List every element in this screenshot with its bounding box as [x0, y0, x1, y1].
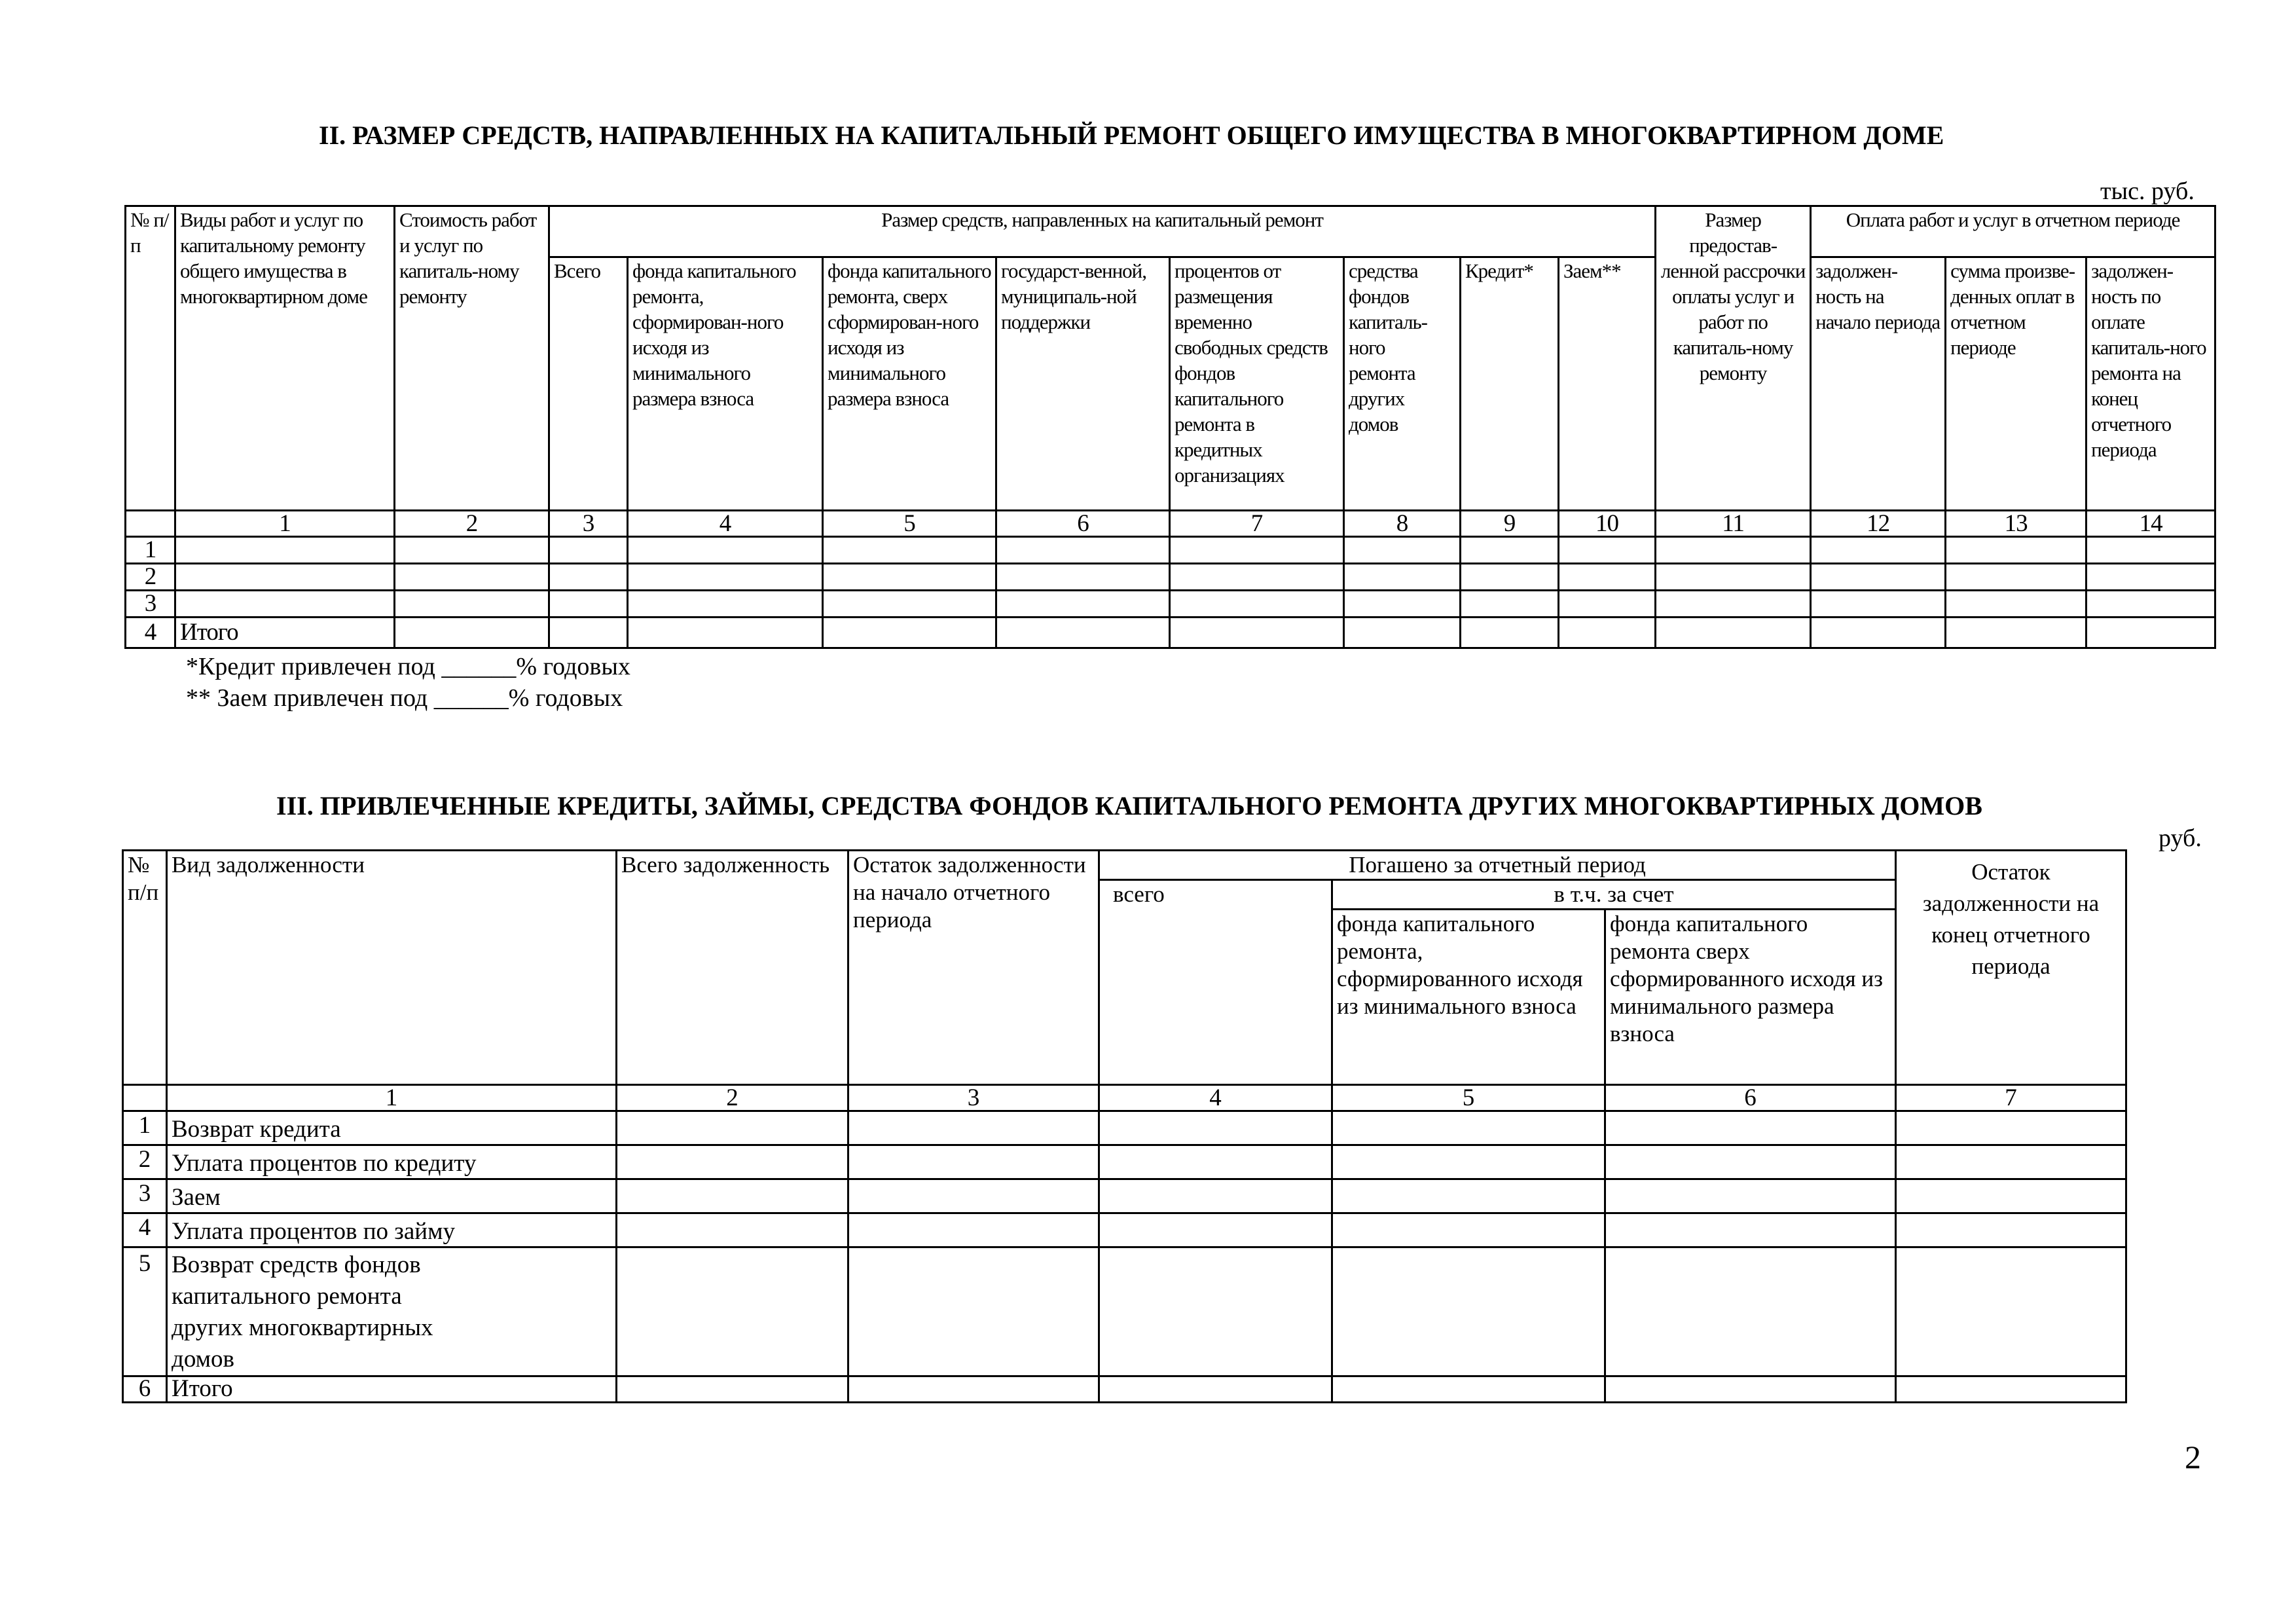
table-row — [123, 1145, 2126, 1179]
col-number: 5 — [1332, 1085, 1605, 1111]
header-fund-min: фонда капитального ремонта, сформирован-ного исходя из минимального размера взноса — [628, 257, 823, 511]
table-row — [126, 537, 2215, 564]
col-number: 11 — [1656, 511, 1811, 537]
attracted-loans-table — [122, 849, 2127, 1403]
col-number: 12 — [1811, 511, 1946, 537]
row-number: 2 — [126, 564, 175, 591]
header-loan: Заем** — [1559, 257, 1656, 511]
col-number: 6 — [996, 511, 1170, 537]
header-balance-end: Остаток задолженности на конец отчетного периода — [1896, 851, 2126, 1085]
header-state-support: государст-венной, муниципаль-ной поддержки — [996, 257, 1170, 511]
table-row — [123, 1179, 2126, 1213]
header-fund-min: фонда капитального ремонта, сформированного исходя из минимального взноса — [1332, 910, 1605, 1085]
section2-units: тыс. руб. — [2100, 177, 2195, 205]
header-balance-start: Остаток задолженности на начало отчетного периода — [848, 851, 1099, 1085]
col-number-blank — [123, 1085, 167, 1111]
section3-title: III. ПРИВЛЕЧЕННЫЕ КРЕДИТЫ, ЗАЙМЫ, СРЕДСТВА ФОНДОВ КАПИТАЛЬНОГО РЕМОНТА ДРУГИХ МНОГОКВАРТИРНЫХ ДОМОВ — [276, 791, 1982, 821]
col-number: 4 — [628, 511, 823, 537]
header-interest: процентов от размещения временно свободных средств фондов капитального ремонта в кредитных организациях — [1170, 257, 1344, 511]
table-row — [126, 564, 2215, 591]
header-debt-start: задолжен-ность на начало периода — [1811, 257, 1946, 511]
header-other-funds: средства фондов капиталь-ного ремонта других домов — [1344, 257, 1461, 511]
row-label: Уплата процентов по кредиту — [167, 1145, 617, 1179]
col-number: 6 — [1605, 1085, 1896, 1111]
row-number: 4 — [126, 618, 175, 648]
row-label: Возврат средств фондов капитального ремонта других многоквартирных домов — [167, 1247, 617, 1376]
credit-rate-note: *Кредит привлечен под ______% годовых — [186, 653, 630, 680]
header-work-types: Виды работ и услуг по капитальному ремонту общего имущества в многоквартирном доме — [175, 206, 395, 511]
col-number: 3 — [549, 511, 628, 537]
header-total-debt: Всего задолженность — [617, 851, 848, 1085]
col-number: 2 — [617, 1085, 848, 1111]
row-number: 3 — [123, 1179, 167, 1213]
row-number: 5 — [123, 1247, 167, 1376]
col-number: 3 — [848, 1085, 1099, 1111]
col-number: 1 — [167, 1085, 617, 1111]
header-including: в т.ч. за счет — [1332, 880, 1896, 910]
table-row-total — [123, 1376, 2126, 1403]
col-number: 14 — [2086, 511, 2215, 537]
header-installment: Размер предостав-ленной рассрочки оплаты услуг и работ по капиталь-ному ремонту — [1656, 206, 1811, 511]
row-number: 6 — [123, 1376, 167, 1403]
header-num: № п/п — [123, 851, 167, 1085]
row-number: 3 — [126, 591, 175, 618]
header-debt-end: задолжен-ность по оплате капиталь-ного ремонта на конец отчетного периода — [2086, 257, 2215, 511]
section3-units: руб. — [2159, 824, 2202, 852]
capital-repair-funds-table — [124, 205, 2216, 649]
header-funds-group: Размер средств, направленных на капитальный ремонт — [549, 206, 1656, 257]
col-number: 5 — [823, 511, 996, 537]
row-number: 1 — [123, 1111, 167, 1145]
section2-title: II. РАЗМЕР СРЕДСТВ, НАПРАВЛЕННЫХ НА КАПИТАЛЬНЫЙ РЕМОНТ ОБЩЕГО ИМУЩЕСТВА В МНОГОКВАРТИРНОМ ДОМЕ — [319, 120, 1944, 150]
table-row-total — [126, 618, 2215, 648]
row-label-total: Итого — [175, 618, 395, 648]
header-paid: сумма произве-денных оплат в отчетном периоде — [1946, 257, 2086, 511]
row-number: 4 — [123, 1213, 167, 1247]
header-payment-group: Оплата работ и услуг в отчетном периоде — [1811, 206, 2215, 257]
header-credit: Кредит* — [1461, 257, 1559, 511]
header-debt-type: Вид задолженности — [167, 851, 617, 1085]
table-row — [126, 591, 2215, 618]
col-number: 10 — [1559, 511, 1656, 537]
row-number: 2 — [123, 1145, 167, 1179]
header-fund-over: фонда капитального ремонта, сверх сформирован-ного исходя из минимального размера взноса — [823, 257, 996, 511]
row-label: Возврат кредита — [167, 1111, 617, 1145]
col-number: 7 — [1170, 511, 1344, 537]
col-number: 8 — [1344, 511, 1461, 537]
row-label — [175, 591, 395, 618]
col-number: 9 — [1461, 511, 1559, 537]
header-cost: Стоимость работ и услуг по капиталь-ному ремонту — [395, 206, 549, 511]
loan-rate-note: ** Заем привлечен под ______% годовых — [186, 684, 623, 712]
row-label — [175, 564, 395, 591]
row-label: Заем — [167, 1179, 617, 1213]
page-number: 2 — [2185, 1439, 2201, 1475]
col-number: 1 — [175, 511, 395, 537]
col-number: 13 — [1946, 511, 2086, 537]
table-row — [123, 1111, 2126, 1145]
header-fund-over: фонда капитального ремонта сверх сформированного исходя из минимального размера взноса — [1605, 910, 1896, 1085]
table-row — [123, 1213, 2126, 1247]
row-number: 1 — [126, 537, 175, 564]
header-repaid-group: Погашено за отчетный период — [1099, 851, 1896, 880]
header-repaid-total: всего — [1099, 880, 1332, 1085]
header-total: Всего — [549, 257, 628, 511]
row-label: Уплата процентов по займу — [167, 1213, 617, 1247]
row-label-total: Итого — [167, 1376, 617, 1403]
header-num: № п/п — [126, 206, 175, 511]
table-row — [123, 1247, 2126, 1376]
col-number-blank — [126, 511, 175, 537]
col-number: 4 — [1099, 1085, 1332, 1111]
col-number: 7 — [1896, 1085, 2126, 1111]
row-label — [175, 537, 395, 564]
col-number: 2 — [395, 511, 549, 537]
